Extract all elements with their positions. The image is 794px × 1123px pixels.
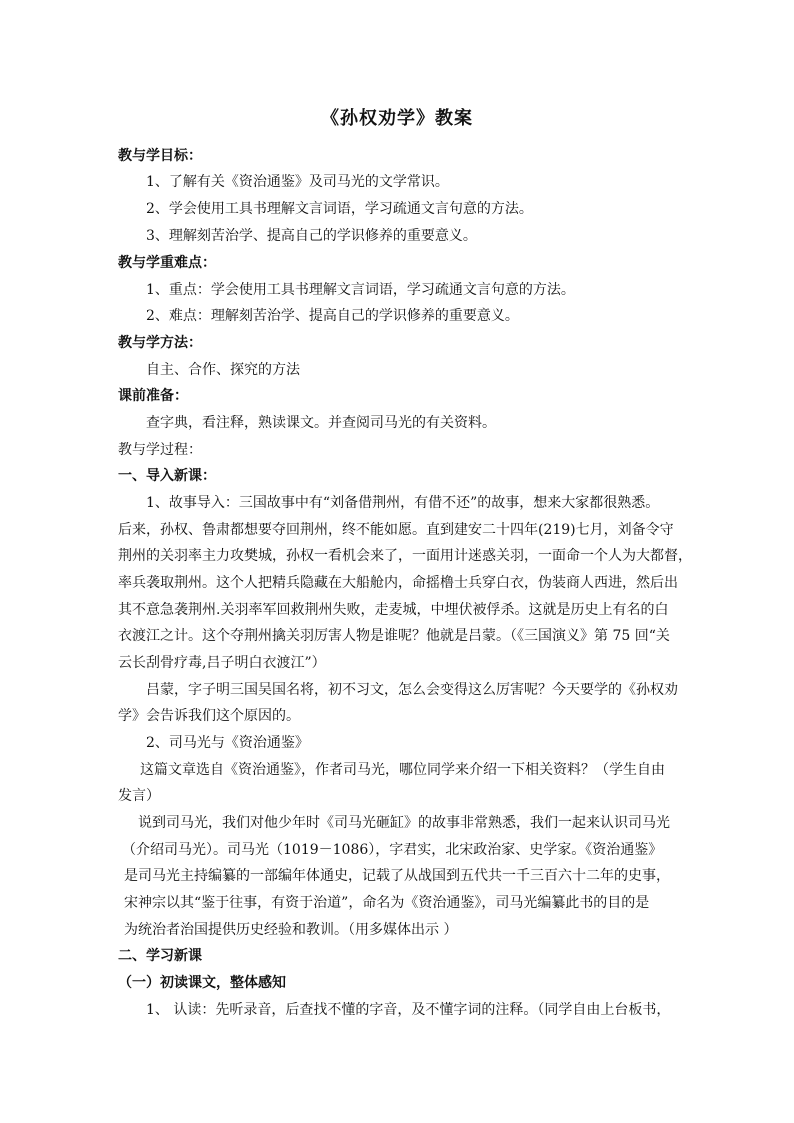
paragraph-line: 荆州的关羽率主力攻樊城，孙权一看机会来了，一面用计迷惑关羽，一面命一个人为大都督，: [118, 548, 692, 564]
objective-item: 3、理解刻苦治学、提高自己的学识修养的重要意义。: [146, 228, 477, 244]
paragraph-line: 1、 认读：先听录音，后查找不懂的字音，及不懂字词的注释。（同学自由上台板书，: [146, 1002, 671, 1018]
paragraph-line: 衣渡江之计。这个夺荆州擒关羽厉害人物是谁呢？他就是吕蒙。（《三国演义》第 75 回“关: [118, 628, 670, 644]
section-heading-preparation: 课前准备：: [118, 388, 188, 404]
section-heading-key-points: 教与学重难点：: [118, 255, 216, 271]
paragraph-line: 这篇文章选自《资治通鉴》，作者司马光，哪位同学来介绍一下相关资料？（学生自由: [140, 762, 665, 778]
paragraph-line: 为统治者治国提供历史经验和教训。（用多媒体出示 ）: [124, 922, 458, 938]
page-title: 《孙权劝学》教案: [321, 108, 473, 129]
paragraph-line: 云长刮骨疗毒,吕子明白衣渡江”）: [118, 655, 326, 671]
paragraph-line: 发言）: [118, 788, 160, 804]
paragraph-line: 率兵袭取荆州。这个人把精兵隐藏在大船舱内，命摇橹士兵穿白衣，伪装商人西进，然后出: [118, 575, 678, 591]
paragraph-line: 后来，孙权、鲁肃都想要夺回荆州，终不能如愿。直到建安二十四年(219)七月，刘备令守: [118, 522, 674, 538]
section-heading-objectives: 教与学目标：: [118, 148, 202, 164]
subsection-heading-first-reading: （一）初读课文，整体感知: [118, 975, 286, 991]
paragraph-line: 宋神宗以其“鉴于往事，有资于治道”，命名为《资治通鉴》，司马光编纂此书的目的是: [124, 895, 650, 911]
paragraph-line: 学》会告诉我们这个原因的。: [118, 708, 300, 724]
paragraph-line: （介绍司马光）。司马光（1019－1086），字君实，北宋政治家、史学家。《资治通鉴》: [122, 842, 663, 858]
paragraph-line: 吕蒙，字子明三国吴国名将，初不习文，怎么会变得这么厉害呢？今天要学的《孙权劝: [146, 682, 678, 698]
paragraph-line: 1、故事导入：三国故事中有“刘备借荆州，有借不还”的故事，想来大家都很熟悉。: [146, 495, 660, 511]
paragraph-line: 其不意急袭荆州.关羽率军回救荆州失败，走麦城，中埋伏被俘杀。这就是历史上有名的白: [118, 602, 669, 618]
section-heading-methods: 教与学方法：: [118, 335, 202, 351]
section-heading-new-lesson: 二、学习新课: [118, 948, 202, 964]
key-point-item: 1、重点：学会使用工具书理解文言词语，学习疏通文言句意的方法。: [146, 282, 575, 298]
section-heading-process: 教与学过程：: [118, 442, 202, 458]
paragraph-line: 说到司马光，我们对他少年时《司马光砸缸》的故事非常熟悉，我们一起来认识司马光: [138, 815, 670, 831]
objective-item: 2、学会使用工具书理解文言词语，学习疏通文言句意的方法。: [146, 201, 533, 217]
key-point-item: 2、难点：理解刻苦治学、提高自己的学识修养的重要意义。: [146, 308, 519, 324]
subsection-heading: 2、司马光与《资治通鉴》: [146, 735, 309, 751]
paragraph-line: 是司马光主持编纂的一部编年体通史，记载了从战国到五代共一千三百六十二年的史事，: [124, 868, 670, 884]
methods-text: 自主、合作、探究的方法: [146, 362, 300, 378]
section-heading-introduction: 一、导入新课：: [118, 468, 216, 484]
objective-item: 1、了解有关《资治通鉴》及司马光的文学常识。: [146, 174, 449, 190]
preparation-text: 查字典，看注释，熟读课文。并查阅司马光的有关资料。: [146, 415, 496, 431]
